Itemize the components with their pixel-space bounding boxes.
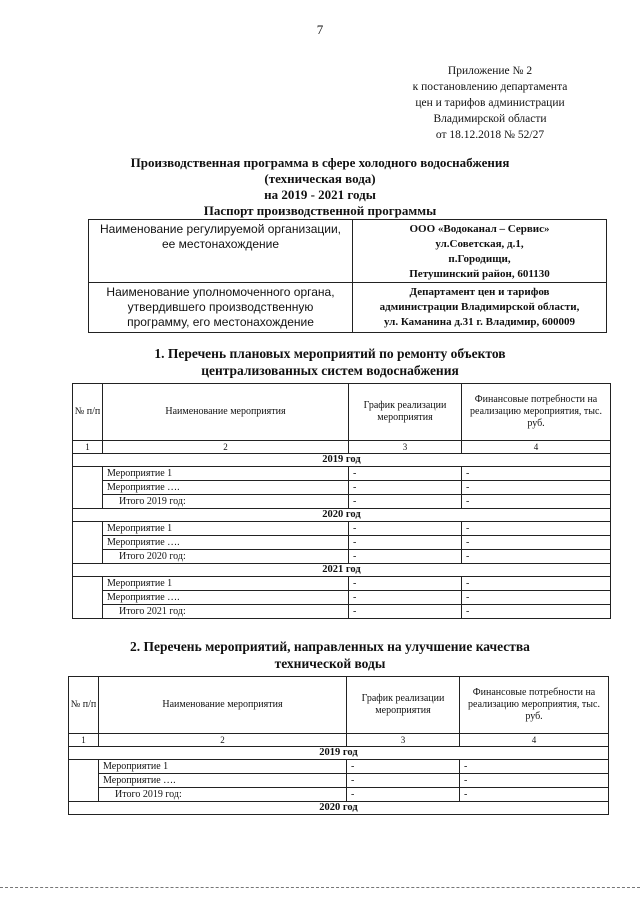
schedule-cell: -	[349, 481, 462, 495]
table-row	[73, 536, 611, 550]
repair-plan-table	[72, 383, 611, 619]
finance-cell: -	[460, 788, 609, 802]
table-row	[73, 522, 611, 536]
passport-value-line: ул.Советская, д.1,	[435, 238, 524, 250]
column-number-row	[73, 441, 611, 454]
section2-title	[60, 638, 600, 672]
appendix-line: Владимирской области	[433, 113, 547, 125]
table-row	[73, 495, 611, 509]
schedule-cell: -	[347, 760, 460, 774]
finance-cell: -	[460, 774, 609, 788]
section-title-line: 1. Перечень плановых мероприятий по ремонту объектов	[154, 346, 506, 361]
header-schedule: График реализации мероприятия	[349, 384, 462, 441]
title-line: на 2019 - 2021 годы	[264, 187, 376, 202]
table-row	[69, 774, 609, 788]
title-line: Паспорт производственной программы	[203, 203, 437, 218]
item-name: Мероприятие ….	[103, 591, 349, 605]
year-label: 2021 год	[73, 564, 611, 577]
appendix-line: Приложение № 2	[447, 65, 533, 77]
passport-value-line: администрации Владимирской области,	[379, 301, 580, 313]
item-total: Итого 2019 год:	[99, 788, 347, 802]
table-row	[69, 788, 609, 802]
passport-label: Наименование регулируемой организации, ее местонахождение	[89, 220, 353, 283]
passport-value-line: Петушинский район, 601130	[409, 268, 550, 280]
finance-cell: -	[462, 550, 611, 564]
item-name: Мероприятие 1	[99, 760, 347, 774]
water-quality-table	[68, 676, 609, 815]
item-total: Итого 2021 год:	[103, 605, 349, 619]
item-name: Мероприятие ….	[103, 536, 349, 550]
schedule-cell: -	[349, 522, 462, 536]
appendix-block	[400, 63, 580, 143]
item-name: Мероприятие 1	[103, 577, 349, 591]
table-row	[69, 760, 609, 774]
passport-table	[88, 219, 607, 333]
passport-row	[89, 220, 607, 283]
finance-cell: -	[462, 605, 611, 619]
finance-cell: -	[462, 467, 611, 481]
page-number: 7	[316, 22, 324, 37]
col-number: 4	[462, 441, 611, 454]
finance-cell: -	[462, 591, 611, 605]
finance-cell: -	[460, 760, 609, 774]
appendix-line: цен и тарифов администрации	[415, 97, 565, 109]
table-header-row	[69, 677, 609, 734]
passport-label: Наименование уполномоченного органа, утвердившего производственную программу, его местонахождение	[89, 283, 353, 333]
header-schedule: График реализации мероприятия	[347, 677, 460, 734]
passport-value-line: Департамент цен и тарифов	[409, 286, 550, 298]
col-number: 4	[460, 734, 609, 747]
schedule-cell: -	[349, 577, 462, 591]
schedule-cell: -	[349, 495, 462, 509]
col-number: 1	[73, 441, 103, 454]
table-row	[73, 605, 611, 619]
year-label: 2019 год	[69, 747, 609, 760]
title-line: Производственная программа в сфере холодного водоснабжения	[130, 155, 510, 170]
item-total: Итого 2019 год:	[103, 495, 349, 509]
finance-cell: -	[462, 522, 611, 536]
table-row	[73, 577, 611, 591]
year-label: 2020 год	[73, 509, 611, 522]
schedule-cell: -	[347, 774, 460, 788]
col-number: 2	[99, 734, 347, 747]
table-row	[73, 481, 611, 495]
col-number: 2	[103, 441, 349, 454]
schedule-cell: -	[347, 788, 460, 802]
item-total: Итого 2020 год:	[103, 550, 349, 564]
table-row	[73, 550, 611, 564]
year-row	[69, 747, 609, 760]
schedule-cell: -	[349, 591, 462, 605]
schedule-cell: -	[349, 605, 462, 619]
table-row	[73, 591, 611, 605]
col-number: 1	[69, 734, 99, 747]
section-title-line: 2. Перечень мероприятий, направленных на улучшение качества	[130, 639, 530, 654]
year-row	[73, 509, 611, 522]
section1-title	[60, 345, 600, 379]
year-row	[69, 802, 609, 815]
program-title	[60, 155, 580, 219]
table-header-row	[73, 384, 611, 441]
item-name: Мероприятие ….	[99, 774, 347, 788]
col-number: 3	[349, 441, 462, 454]
finance-cell: -	[462, 481, 611, 495]
schedule-cell: -	[349, 536, 462, 550]
header-finance: Финансовые потребности на реализацию мероприятия, тыс. руб.	[460, 677, 609, 734]
finance-cell: -	[462, 577, 611, 591]
col-number: 3	[347, 734, 460, 747]
passport-value-line: ООО «Водоканал – Сервис»	[409, 223, 550, 235]
header-name: Наименование мероприятия	[103, 384, 349, 441]
year-row	[73, 454, 611, 467]
passport-value-line: ул. Каманина д.31 г. Владимир, 600009	[383, 316, 576, 328]
schedule-cell: -	[349, 467, 462, 481]
item-name: Мероприятие ….	[103, 481, 349, 495]
finance-cell: -	[462, 536, 611, 550]
header-finance: Финансовые потребности на реализацию мероприятия, тыс. руб.	[462, 384, 611, 441]
item-name: Мероприятие 1	[103, 522, 349, 536]
header-num: № п/п	[69, 677, 99, 734]
finance-cell: -	[462, 495, 611, 509]
item-name: Мероприятие 1	[103, 467, 349, 481]
table-row	[73, 467, 611, 481]
passport-value	[353, 220, 607, 283]
appendix-line: от 18.12.2018 № 52/27	[435, 129, 545, 141]
year-label: 2020 год	[69, 802, 609, 815]
section-title-line: централизованных систем водоснабжения	[201, 363, 459, 378]
section-title-line: технической воды	[274, 656, 386, 671]
year-row	[73, 564, 611, 577]
appendix-line: к постановлению департамента	[412, 81, 568, 93]
column-number-row	[69, 734, 609, 747]
schedule-cell: -	[349, 550, 462, 564]
passport-value-line: п.Городищи,	[448, 253, 511, 265]
header-num: № п/п	[73, 384, 103, 441]
year-label: 2019 год	[73, 454, 611, 467]
header-name: Наименование мероприятия	[99, 677, 347, 734]
passport-value	[353, 283, 607, 333]
page-bottom-divider	[0, 887, 640, 888]
passport-row	[89, 283, 607, 333]
title-line: (техническая вода)	[264, 171, 376, 186]
